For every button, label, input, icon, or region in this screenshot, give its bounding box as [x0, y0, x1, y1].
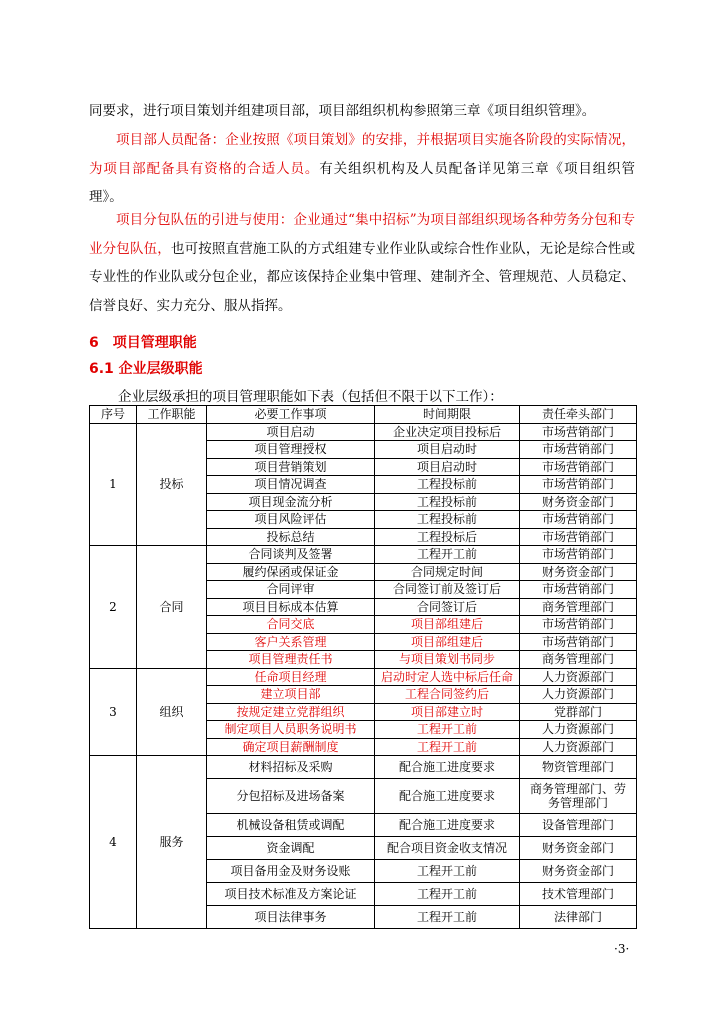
cell-time: 工程合同签约后 [375, 686, 520, 704]
cell-time: 项目部组建后 [375, 616, 520, 634]
header-dept: 责任牵头部门 [520, 406, 637, 424]
cell-time: 企业决定项目投标后 [375, 423, 520, 441]
cell-item: 合同交底 [207, 616, 375, 634]
cell-item: 项目管理授权 [207, 441, 375, 459]
subcontract-red-text: 项目分包队伍的引进与使用：企业通过“集中招标”为项目部组织现场各种劳务分包和专业分包队伍， [89, 212, 635, 257]
cell-dept: 市场营销部门 [520, 528, 637, 546]
cell-item: 材料招标及采购 [207, 756, 375, 779]
cell-time: 工程开工前 [375, 860, 520, 883]
group-no: 1 [90, 423, 137, 546]
cell-time: 配合施工进度要求 [375, 756, 520, 779]
cell-time: 工程开工前 [375, 721, 520, 739]
cell-item: 制定项目人员职务说明书 [207, 721, 375, 739]
cell-item: 机械设备租赁或调配 [207, 814, 375, 837]
cell-time: 配合项目资金收支情况 [375, 837, 520, 860]
group-no: 2 [90, 546, 137, 669]
cell-item: 项目目标成本估算 [207, 598, 375, 616]
cell-time: 合同签订后 [375, 598, 520, 616]
cell-time: 工程投标前 [375, 511, 520, 529]
cell-dept: 财务资金部门 [520, 837, 637, 860]
cell-time: 合同规定时间 [375, 563, 520, 581]
subcontract-rest-text: 也可按照直营施工队的方式组建专业作业队或综合性作业队，无论是综合性或专业性的作业队或分包企业，都应该保持企业集中管理、建制齐全、管理规范、人员稳定、信誉良好、实力充分、服从指挥。 [89, 240, 636, 314]
cell-time: 工程开工前 [375, 906, 520, 929]
cell-dept: 人力资源部门 [520, 738, 637, 756]
cell-time: 工程投标后 [375, 528, 520, 546]
cell-item: 投标总结 [207, 528, 375, 546]
cell-item: 项目管理责任书 [207, 651, 375, 669]
cell-item: 分包招标及进场备案 [207, 779, 375, 814]
group-function: 服务 [137, 756, 207, 929]
cell-time: 项目部建立时 [375, 703, 520, 721]
cell-time: 与项目策划书同步 [375, 651, 520, 669]
paragraph-1 [89, 97, 635, 126]
header-time: 时间期限 [375, 406, 520, 424]
cell-item: 项目情况调查 [207, 476, 375, 494]
cell-item: 项目启动 [207, 423, 375, 441]
table-row [90, 546, 637, 564]
cell-dept: 人力资源部门 [520, 721, 637, 739]
cell-time: 配合施工进度要求 [375, 814, 520, 837]
cell-item: 客户关系管理 [207, 633, 375, 651]
cell-time: 启动时定人选中标后任命 [375, 668, 520, 686]
cell-item: 项目风险评估 [207, 511, 375, 529]
cell-item: 合同评审 [207, 581, 375, 599]
section-heading-6-1: 6.1 企业层级职能 [89, 361, 203, 377]
cell-time: 工程开工前 [375, 883, 520, 906]
duty-table [89, 405, 637, 929]
table-row [90, 668, 637, 686]
group-no: 3 [90, 668, 137, 756]
cell-dept: 市场营销部门 [520, 458, 637, 476]
header-function: 工作职能 [137, 406, 207, 424]
cell-dept: 设备管理部门 [520, 814, 637, 837]
cell-dept: 人力资源部门 [520, 668, 637, 686]
cell-dept: 市场营销部门 [520, 633, 637, 651]
cell-item: 任命项目经理 [207, 668, 375, 686]
page-number: ·3· [614, 942, 630, 956]
group-function: 组织 [137, 668, 207, 756]
cell-time: 合同签订前及签订后 [375, 581, 520, 599]
cell-time: 项目启动时 [375, 458, 520, 476]
cell-dept: 市场营销部门 [520, 441, 637, 459]
cell-time: 工程投标前 [375, 493, 520, 511]
section-heading-6: 6 项目管理职能 [89, 335, 197, 351]
cell-dept: 商务管理部门 [520, 598, 637, 616]
cell-dept: 商务管理部门 [520, 651, 637, 669]
cell-dept: 财务资金部门 [520, 563, 637, 581]
cell-time: 工程投标前 [375, 476, 520, 494]
cell-item: 按规定建立党群组织 [207, 703, 375, 721]
cell-item: 项目技术标准及方案论证 [207, 883, 375, 906]
header-item: 必要工作事项 [207, 406, 375, 424]
cell-item: 履约保函或保证金 [207, 563, 375, 581]
cell-dept: 党群部门 [520, 703, 637, 721]
cell-dept: 法律部门 [520, 906, 637, 929]
group-function: 合同 [137, 546, 207, 669]
cell-dept: 财务资金部门 [520, 493, 637, 511]
cell-item: 项目备用金及财务设账 [207, 860, 375, 883]
paragraph-subcontract [89, 206, 635, 320]
table-caption: 企业层级承担的项目管理职能如下表（包括但不限于以下工作）： [118, 389, 503, 405]
table-header-row [90, 406, 637, 424]
table-row [90, 756, 637, 779]
cell-dept: 技术管理部门 [520, 883, 637, 906]
cell-time: 项目启动时 [375, 441, 520, 459]
cell-dept: 商务管理部门、劳务管理部门 [520, 779, 637, 814]
cell-time: 工程开工前 [375, 738, 520, 756]
paragraph-1-text: 同要求，进行项目策划并组建项目部，项目部组织机构参照第三章《项目组织管理》。 [89, 103, 596, 119]
cell-item: 资金调配 [207, 837, 375, 860]
staffing-red-text: 项目部人员配备：企业按照《项目策划》的安排，并根据项目实施各阶段的实际情况，为项目部配备具有资格的合适人员。 [89, 132, 635, 177]
group-no: 4 [90, 756, 137, 929]
cell-item: 建立项目部 [207, 686, 375, 704]
cell-item: 确定项目薪酬制度 [207, 738, 375, 756]
cell-dept: 人力资源部门 [520, 686, 637, 704]
cell-item: 合同谈判及签署 [207, 546, 375, 564]
cell-time: 项目部组建后 [375, 633, 520, 651]
cell-dept: 物资管理部门 [520, 756, 637, 779]
cell-dept: 市场营销部门 [520, 511, 637, 529]
cell-time: 工程开工前 [375, 546, 520, 564]
cell-item: 项目现金流分析 [207, 493, 375, 511]
table-row [90, 423, 637, 441]
group-function: 投标 [137, 423, 207, 546]
cell-dept: 市场营销部门 [520, 616, 637, 634]
cell-dept: 财务资金部门 [520, 860, 637, 883]
header-no: 序号 [90, 406, 137, 424]
cell-dept: 市场营销部门 [520, 423, 637, 441]
cell-dept: 市场营销部门 [520, 476, 637, 494]
cell-item: 项目营销策划 [207, 458, 375, 476]
cell-time: 配合施工进度要求 [375, 779, 520, 814]
cell-dept: 市场营销部门 [520, 581, 637, 599]
paragraph-staffing [89, 126, 635, 212]
cell-dept: 市场营销部门 [520, 546, 637, 564]
cell-item: 项目法律事务 [207, 906, 375, 929]
staffing-rest-text: 有关组织机构及人员配备详见第三章《项目组织管理》。 [89, 160, 636, 205]
